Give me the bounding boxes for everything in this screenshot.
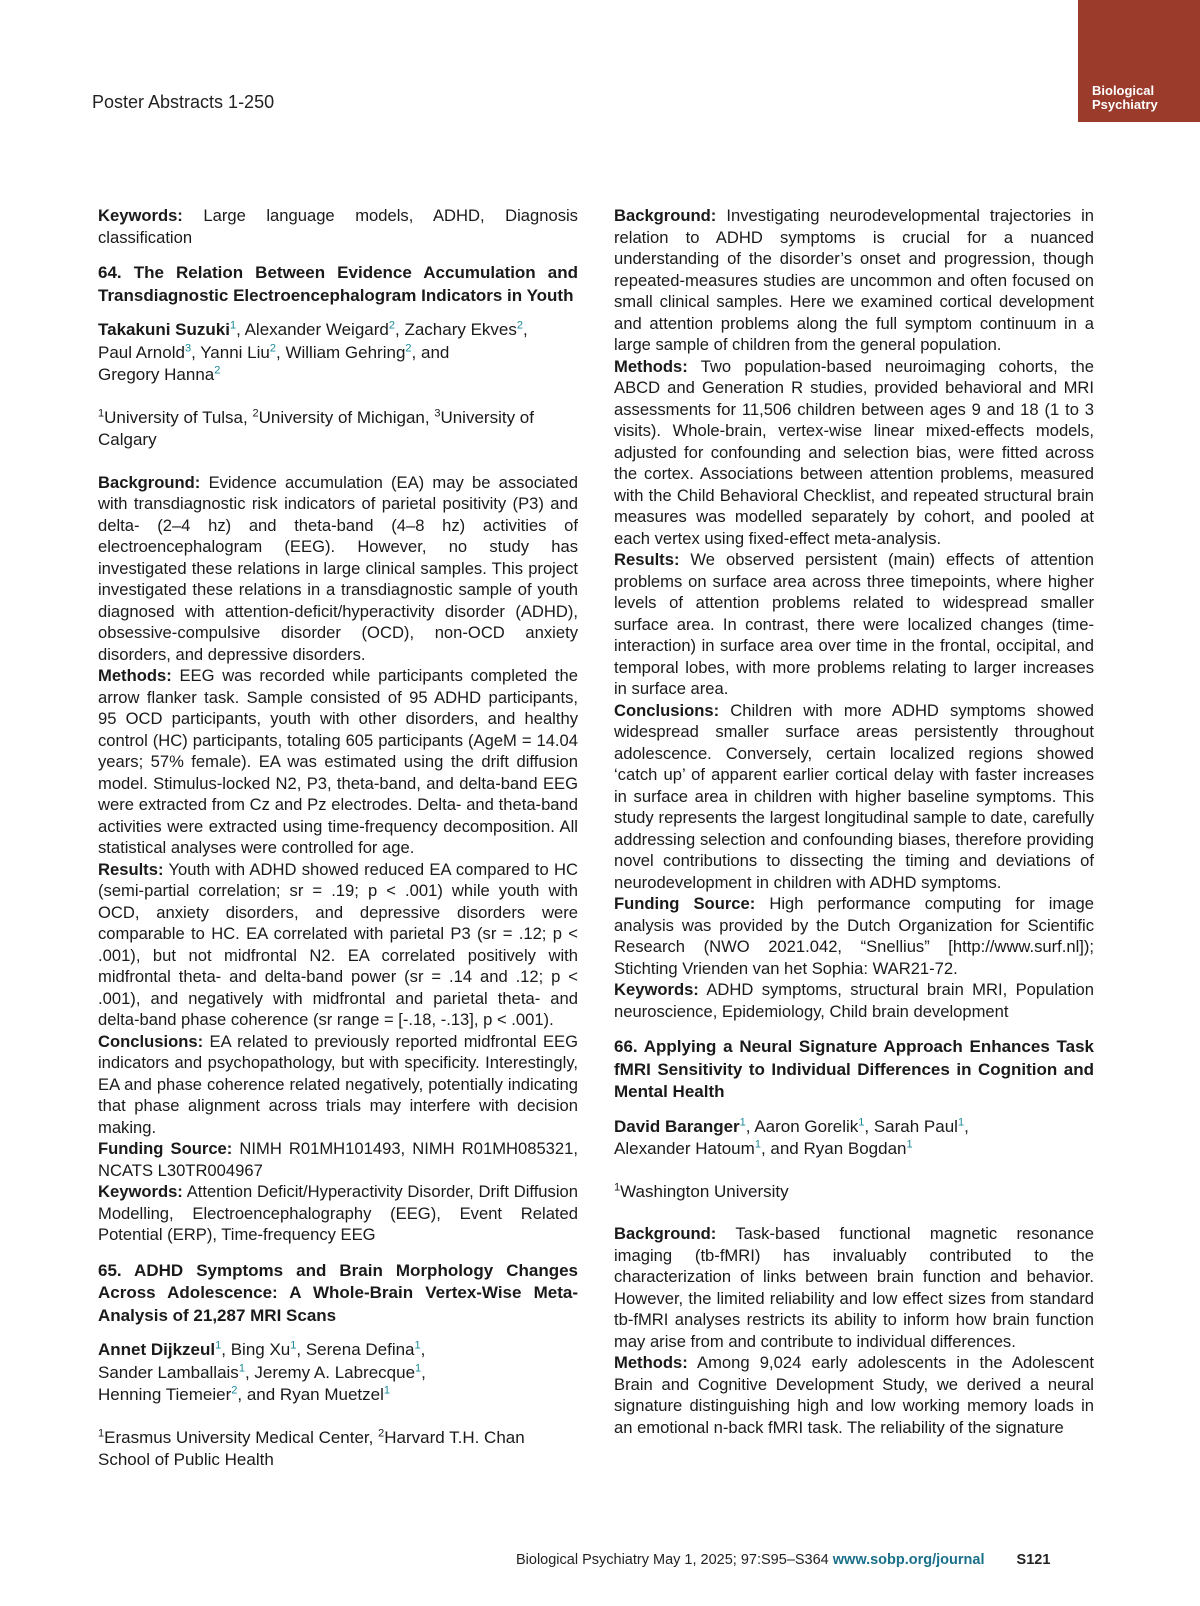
author-sep: , (523, 320, 528, 339)
author-name: Serena Defina (305, 1340, 415, 1359)
abstract-66-background (614, 1223, 1094, 1352)
abstract-64-methods (98, 665, 578, 859)
affil-name: University of Calgary (98, 407, 534, 449)
section-text: ADHD symptoms, structural brain MRI, Population neuroscience, Epidemiology, Child brain development (614, 980, 1094, 1021)
author-sep: , (191, 342, 201, 362)
author-sup: 1 (957, 1115, 965, 1128)
section-label: Background: (98, 472, 201, 492)
abstract-64-keywords (98, 1181, 578, 1246)
author-sup: 1 (739, 1115, 746, 1128)
author-sep: , and (760, 1139, 804, 1158)
section-label: Keywords: (614, 980, 699, 999)
affil-sup: 3 (434, 406, 441, 419)
author-name: David Baranger (614, 1116, 740, 1136)
author-name: Paul Arnold (98, 342, 185, 362)
affil-name: University of Michigan (258, 407, 425, 427)
author-name: Zachary Ekves (404, 320, 517, 339)
section-text: Two population-based neuroimaging cohorts, the ABCD and Generation R studies, provided behavioral and MRI assessments for 11,506 children between ages 9 and 18 (1 to 3 visits). Whole-brain, vertex-wise linear mixed-effects models, adjusted for confounding and selection bias, were fitted across the cortex. Associations between attention problems, measured with the Child Behavioral Checklist, and repeated structural brain measures was modelled separately by cohort, and pooled at each vertex using fixed-effect meta-analysis. (614, 356, 1095, 548)
author-name: Ryan Bogdan (803, 1139, 907, 1158)
author-sup: 2 (388, 319, 395, 332)
journal-tab (1078, 0, 1200, 122)
abstract-64-authors (98, 319, 578, 387)
author-sep: , (745, 1116, 755, 1136)
section-text: Investigating neurodevelopmental trajectories in relation to ADHD symptoms is crucial for a nuanced understanding of the disorder’s onset and progression, though repeated-measures studies are uncommon and often focused on small clinical samples. Here we examined cortical development and attention problems along the full symptom continuum in a large sample of children from the general population. (614, 206, 1094, 354)
author-sep: , (964, 1116, 969, 1136)
abstract-66-title: 66. Applying a Neural Signature Approach Enhances Task fMRI Sensitivity to Individual Differences in Cognition and Mental Health (614, 1037, 1094, 1101)
author-sep: , (395, 320, 405, 339)
abstract-65-results (614, 549, 1094, 700)
author-sep: , (421, 1362, 426, 1382)
section-text: NIMH R01MH101493, NIMH R01MH085321, NCATS L30TR004967 (98, 1139, 578, 1180)
section-text: Children with more ADHD symptoms showed widespread smaller surface areas persistently throughout adolescence. Conversely, certain localized regions showed ‘catch up’ of apparent earlier cortical delay with faster increases in surface area in children with higher baseline symptoms. This study represents the largest longitudinal sample to date, carefully addressing selection and confounding biases, therefore providing novel contributions to dissecting the timing and deviations of neurodevelopment in children with ADHD symptoms. (614, 700, 1094, 892)
author-sup: 2 (231, 1384, 238, 1397)
section-text: Task-based functional magnetic resonance imaging (tb-fMRI) has invaluably contributed to the characterization of links between brain function and behavior. However, the limited reliability and low effect sizes from standard tb-fMRI analyses restricts its ability to inform how brain function may arise from and contribute to individual differences. (614, 1224, 1095, 1351)
abstract-65-funding (614, 893, 1094, 979)
abstract-66-methods (614, 1352, 1094, 1438)
affil-sep: , (243, 407, 253, 427)
author-sep: , (864, 1116, 874, 1136)
section-label: Results: (614, 550, 680, 569)
section-label: Funding Source: (614, 894, 756, 913)
section-label: Funding Source: (98, 1139, 233, 1158)
footer-url-link[interactable]: www.sobp.org/journal (832, 1552, 985, 1568)
abstract-64-background (98, 472, 578, 666)
journal-tab-label (1092, 84, 1158, 112)
affil-name: University of Tulsa (104, 407, 244, 427)
section-label: Conclusions: (98, 1031, 204, 1051)
author-name: Bing Xu (230, 1340, 291, 1359)
affil-sup: 2 (378, 1426, 385, 1439)
author-name: Aaron Gorelik (754, 1116, 859, 1136)
abstract-64-funding (98, 1138, 578, 1181)
affil-sup: 1 (614, 1180, 621, 1193)
abstract-66-authors (614, 1116, 1094, 1161)
author-sep: , (236, 320, 245, 339)
section-text: Attention Deficit/Hyperactivity Disorder, Drift Diffusion Modelling, Electroencephalography (EEG), Event Related Potential (ERP), Time-frequency EEG (98, 1182, 578, 1244)
author-sup: 1 (906, 1138, 913, 1151)
abstract-65-background (614, 205, 1094, 356)
author-name: Alexander Hatoum (614, 1139, 755, 1158)
author-sup: 2 (405, 341, 412, 354)
author-name: William Gehring (285, 342, 406, 362)
affil-name: Erasmus University Medical Center (104, 1427, 369, 1447)
author-sup: 1 (754, 1138, 761, 1151)
section-text: Youth with ADHD showed reduced EA compared to HC (semi-partial correlation; sr = .19; p < .001) while youth with OCD, anxiety disorders, and depressive disorders were comparable to HC. EA correlated with parietal P3 (sr = .12; p < .001), but not midfrontal N2. EA correlated positively with midfrontal theta- and delta-band power (sr = .14 and .12; p < .001), and negatively with midfrontal and parietal theta- and delta-band phase coherence (sr range = [-.18, -.13], p < .001). (98, 859, 578, 1029)
author-sup: 1 (383, 1384, 390, 1397)
section-label: Conclusions: (614, 700, 720, 720)
affil-sup: 2 (252, 406, 259, 419)
author-sup: 1 (414, 1339, 421, 1352)
author-name: Sander Lamballais (98, 1362, 239, 1382)
page-footer (516, 1552, 1050, 1568)
author-sup: 2 (214, 364, 221, 377)
author-sep: , (420, 1340, 426, 1359)
abstract-65-authors (98, 1339, 578, 1407)
author-name: Alexander Weigard (244, 320, 389, 339)
affil-name: Harvard T.H. Chan School of Public Health (98, 1427, 525, 1469)
author-sup: 2 (516, 319, 524, 332)
journal-tab-line2: Psychiatry (1092, 97, 1158, 112)
author-name: Ryan Muetzel (279, 1385, 384, 1404)
author-sep: , and (237, 1385, 280, 1404)
affil-sup: 1 (98, 1426, 105, 1439)
author-name: Takakuni Suzuki (98, 320, 230, 339)
author-name: Gregory Hanna (98, 365, 215, 384)
author-name: Yanni Liu (200, 342, 270, 362)
author-sup: 1 (229, 319, 237, 332)
prev-keywords-label: Keywords: (98, 206, 183, 225)
journal-tab-line1: Biological (1092, 83, 1155, 98)
affil-name: Washington University (620, 1181, 789, 1201)
affil-sep: , (424, 407, 435, 427)
author-name: Jeremy A. Labrecque (254, 1362, 416, 1382)
abstract-65-title: 65. ADHD Symptoms and Brain Morphology Changes Across Adolescence: A Whole-Brain Vertex-Wise Meta-Analysis of 21,287 MRI Scans (98, 1260, 578, 1325)
author-sup: 1 (415, 1361, 422, 1374)
section-label: Background: (614, 206, 717, 225)
abstract-65-conclusions (614, 700, 1094, 894)
right-column (614, 205, 1094, 1438)
section-text: Evidence accumulation (EA) may be associated with transdiagnostic risk indicators of parietal positivity (P3) and delta- (2–4 hz) and theta-band (4–8 hz) activities of electroencephalogram (EEG). However, no study has investigated these relations in large clinical samples. This project investigated these relations in a transdiagnostic sample of youth diagnosed with attention-deficit/hyperactivity disorder (ADHD), obsessive-compulsive disorder (OCD), non-OCD anxiety disorders, and depressive disorders. (98, 472, 578, 664)
section-text: High performance computing for image analysis was provided by the Dutch Organization for Scientific Research (NWO 2021.042, “Snellius” [http://www.surf.nl]); Stichting Vrienden van het Sophia: WAR21-72. (614, 894, 1094, 978)
section-label: Methods: (614, 356, 688, 376)
section-label: Methods: (614, 1353, 688, 1372)
abstract-64-conclusions (98, 1031, 578, 1139)
section-text: Among 9,024 early adolescents in the Adolescent Brain and Cognitive Development Study, we derived a neural signature distinguishing high and low working memory loads in an emotional n-back fMRI task. The reliability of the signature (614, 1353, 1094, 1437)
author-sep: , and (411, 342, 450, 362)
prev-keywords (98, 205, 578, 248)
abstract-65-affiliations (98, 1427, 578, 1472)
running-head: Poster Abstracts 1-250 (92, 92, 275, 112)
author-sup: 1 (238, 1361, 245, 1374)
affil-sep: , (368, 1427, 379, 1447)
author-name: Henning Tiemeier (98, 1385, 232, 1404)
section-label: Background: (614, 1224, 717, 1243)
author-sup: 3 (184, 341, 192, 354)
author-name: Sarah Paul (873, 1116, 958, 1136)
author-sep: , (221, 1340, 231, 1359)
section-label: Keywords: (98, 1182, 183, 1201)
left-column (98, 205, 578, 1492)
section-label: Methods: (98, 666, 172, 685)
section-text: EEG was recorded while participants completed the arrow flanker task. Sample consisted of 95 ADHD participants, 95 OCD participants, youth with other disorders, and healthy control (HC) participants, totaling 605 participants (AgeM = 14.04 years; 57% female). EA was estimated using the drift diffusion model. Stimulus-locked N2, P3, theta-band, and delta-band EEG were extracted from Cz and Pz electrodes. Delta- and theta-band activities were extracted using time-frequency decomposition. All statistical analyses were controlled for age. (98, 666, 578, 857)
section-text: We observed persistent (main) effects of attention problems on surface area across three timepoints, where higher levels of attention problems related to widespread smaller surface area. In contrast, there were localized changes (time-interaction) in surface area over time in the frontal, occipital, and temporal lobes, with more problems relating to larger increases in surface area. (614, 550, 1094, 698)
author-sup: 1 (215, 1339, 222, 1352)
author-sup: 2 (269, 341, 276, 354)
section-text: EA related to previously reported midfrontal EEG indicators and psychopathology, but with specificity. Interestingly, EA and phase coherence related negatively, potentially indicating that phase alignment across trials may interfere with decision making. (98, 1031, 578, 1137)
abstract-64-affiliations (98, 407, 578, 452)
author-sep: , (296, 1340, 306, 1359)
page-number: S121 (1016, 1552, 1051, 1568)
author-sup: 1 (290, 1339, 297, 1352)
abstract-65-keywords (614, 979, 1094, 1022)
footer-citation: Biological Psychiatry May 1, 2025; 97:S95–S364 (516, 1552, 829, 1568)
author-sup: 1 (858, 1115, 865, 1128)
abstract-66-affiliations (614, 1181, 1094, 1204)
abstract-64-title: 64. The Relation Between Evidence Accumulation and Transdiagnostic Electroencephalogram Indicators in Youth (98, 263, 578, 305)
section-label: Results: (98, 859, 164, 879)
author-sep: , (244, 1362, 255, 1382)
abstract-65-methods (614, 356, 1094, 550)
author-name: Annet Dijkzeul (98, 1340, 216, 1359)
affil-sup: 1 (98, 406, 105, 419)
author-sep: , (275, 342, 286, 362)
prev-keywords-text: Large language models, ADHD, Diagnosis classification (98, 206, 578, 247)
abstract-64-results (98, 859, 578, 1031)
